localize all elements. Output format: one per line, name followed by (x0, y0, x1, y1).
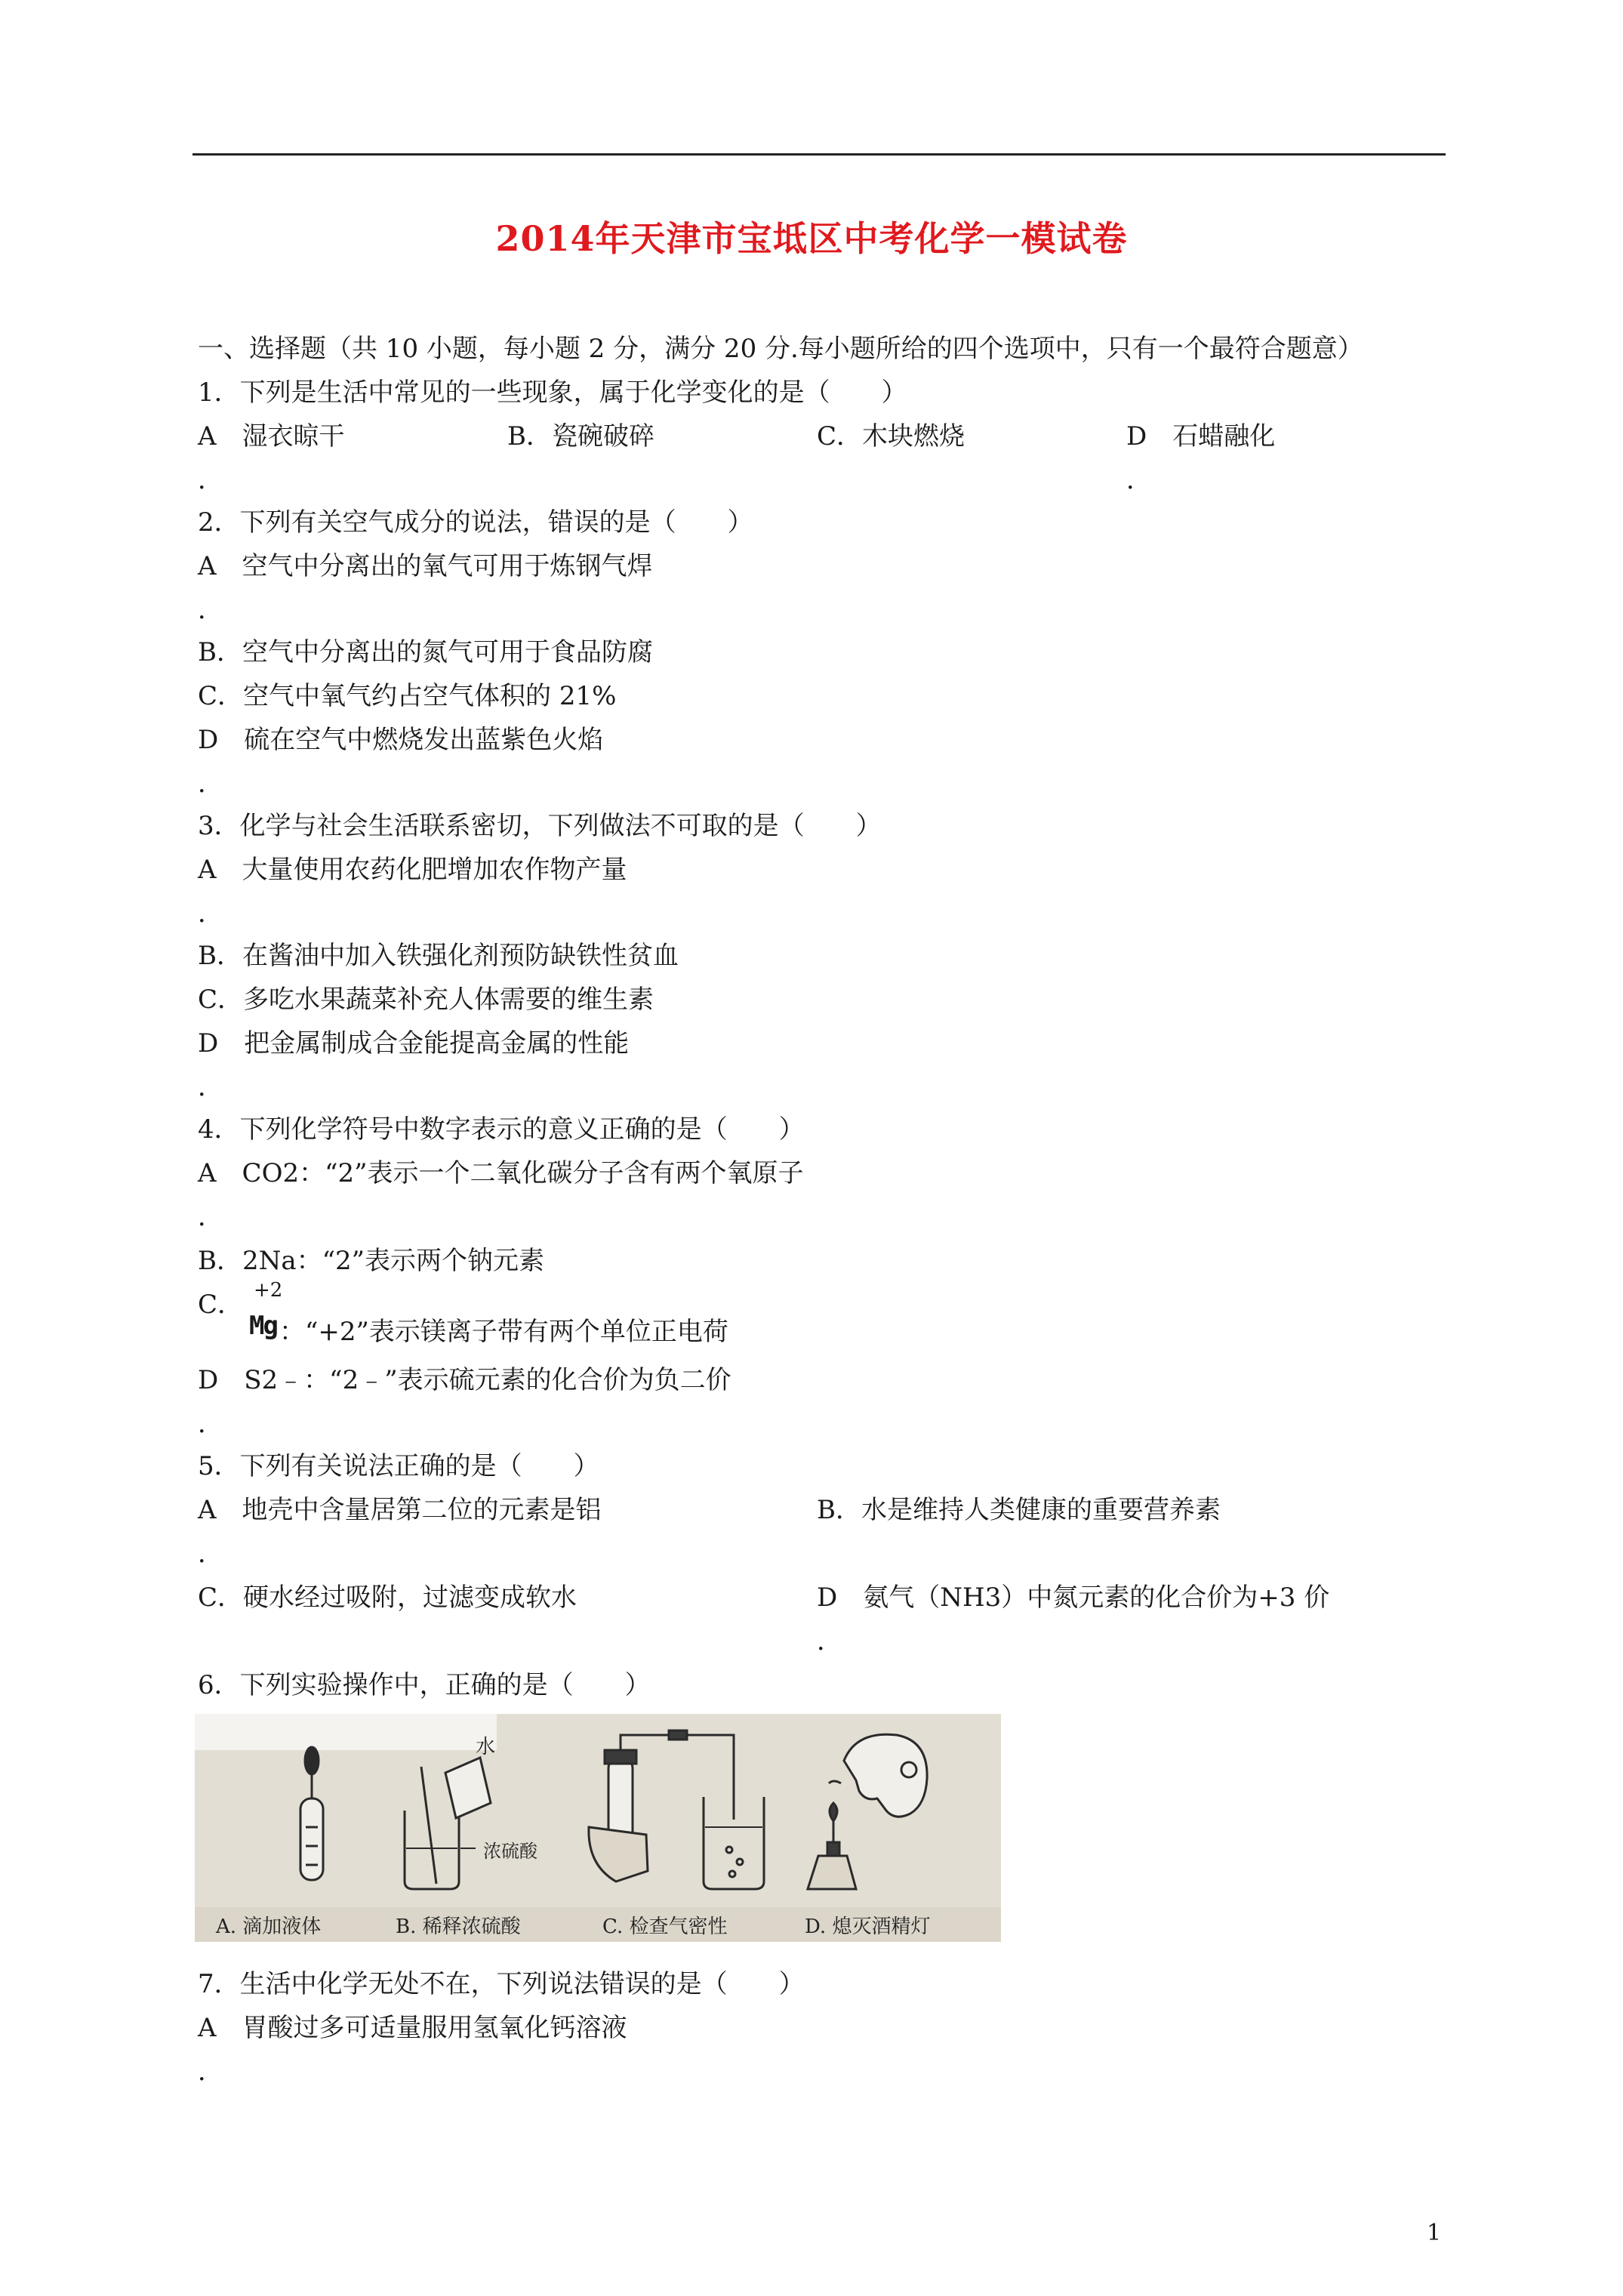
section-heading: 一、选择题（共 10 小题，每小题 2 分，满分 20 分.每小题所给的四个选项中，只有一个最符合题意） (198, 334, 1363, 364)
q5-option-a: A 地壳中含量居第二位的元素是铝 (198, 1495, 602, 1525)
q6-stem: 6．下列实验操作中，正确的是（ ） (198, 1670, 651, 1700)
q3-option-d: D 把金属制成合金能提高金属的性能 (198, 1028, 630, 1059)
q7-stem: 7．生活中化学无处不在，下列说法错误的是（ ） (198, 1969, 805, 1999)
q4-a-dot: ． (198, 1202, 223, 1232)
q4-c-mg-symbol: Mg (249, 1311, 277, 1341)
q4-c-superscript: +2 (254, 1279, 283, 1302)
q4-option-b: B．2Na：“2”表示两个钠元素 (198, 1246, 545, 1276)
q5-d-dot: ． (817, 1626, 842, 1657)
header-rule (192, 153, 1446, 156)
page-number: 1 (1427, 2220, 1442, 2246)
q4-option-a: A CO2：“2”表示一个二氧化碳分子含有两个氧原子 (198, 1158, 804, 1188)
q1-stem: 1．下列是生活中常见的一些现象，属于化学变化的是（ ） (198, 378, 907, 408)
q1-option-b: B．瓷碗破碎 (507, 421, 654, 451)
q3-option-c: C．多吃水果蔬菜补充人体需要的维生素 (198, 985, 654, 1015)
q2-a-dot: ． (198, 595, 223, 625)
q5-option-b: B．水是维持人类健康的重要营养素 (817, 1495, 1221, 1525)
caption-b: B. 稀释浓硫酸 (396, 1915, 521, 1938)
q3-option-a: A 大量使用农药化肥增加农作物产量 (198, 855, 627, 885)
label-water: 水 (476, 1736, 496, 1758)
q3-option-b: B．在酱油中加入铁强化剂预防缺铁性贫血 (198, 941, 679, 971)
q3-stem: 3．化学与社会生活联系密切，下列做法不可取的是（ ） (198, 811, 882, 841)
q2-option-c: C．空气中氧气约占空气体积的 21% (198, 681, 617, 711)
q1-d-dot: ． (1126, 465, 1152, 495)
caption-c: C. 检查气密性 (602, 1915, 728, 1938)
q1-option-d: D 石蜡融化 (1126, 421, 1276, 451)
page-title: 2014年天津市宝坻区中考化学一模试卷 (495, 218, 1128, 259)
q4-option-d: D S2﹣：“2﹣”表示硫元素的化合价为负二价 (198, 1365, 731, 1395)
q1-option-a: A 湿衣晾干 (198, 421, 345, 451)
q2-option-b: B．空气中分离出的氮气可用于食品防腐 (198, 637, 653, 667)
figure-top-blank (195, 1714, 497, 1750)
q2-option-a: A 空气中分离出的氧气可用于炼钢气焊 (198, 551, 653, 581)
q4-d-dot: ． (198, 1409, 223, 1439)
q3-d-dot: ． (198, 1072, 223, 1102)
label-concentrated-acid: 浓硫酸 (483, 1841, 537, 1862)
q5-option-c: C．硬水经过吸附，过滤变成软水 (198, 1583, 577, 1613)
caption-d: D. 熄灭酒精灯 (805, 1915, 931, 1938)
q1-option-c: C．木块燃烧 (817, 421, 965, 451)
q2-option-d: D 硫在空气中燃烧发出蓝紫色火焰 (198, 725, 604, 755)
q5-stem: 5．下列有关说法正确的是（ ） (198, 1451, 599, 1481)
q5-a-dot: ． (198, 1539, 223, 1569)
q4-option-c-label: C． (198, 1290, 244, 1320)
q3-a-dot: ． (198, 898, 223, 929)
q2-stem: 2．下列有关空气成分的说法，错误的是（ ） (198, 507, 753, 538)
q2-d-dot: ． (198, 769, 223, 799)
q4-option-c-text: ：“+2”表示镁离子带有两个单位正电荷 (279, 1317, 728, 1347)
q1-a-dot: ． (198, 465, 223, 495)
caption-a: A. 滴加液体 (216, 1915, 322, 1938)
lab-operations-figure (195, 1714, 1001, 1942)
q5-option-d: D 氨气（NH3）中氮元素的化合价为+3 价 (817, 1583, 1330, 1613)
q4-stem: 4．下列化学符号中数字表示的意义正确的是（ ） (198, 1114, 805, 1145)
q7-a-dot: ． (198, 2057, 223, 2087)
q7-option-a: A 胃酸过多可适量服用氢氧化钙溶液 (198, 2013, 627, 2043)
